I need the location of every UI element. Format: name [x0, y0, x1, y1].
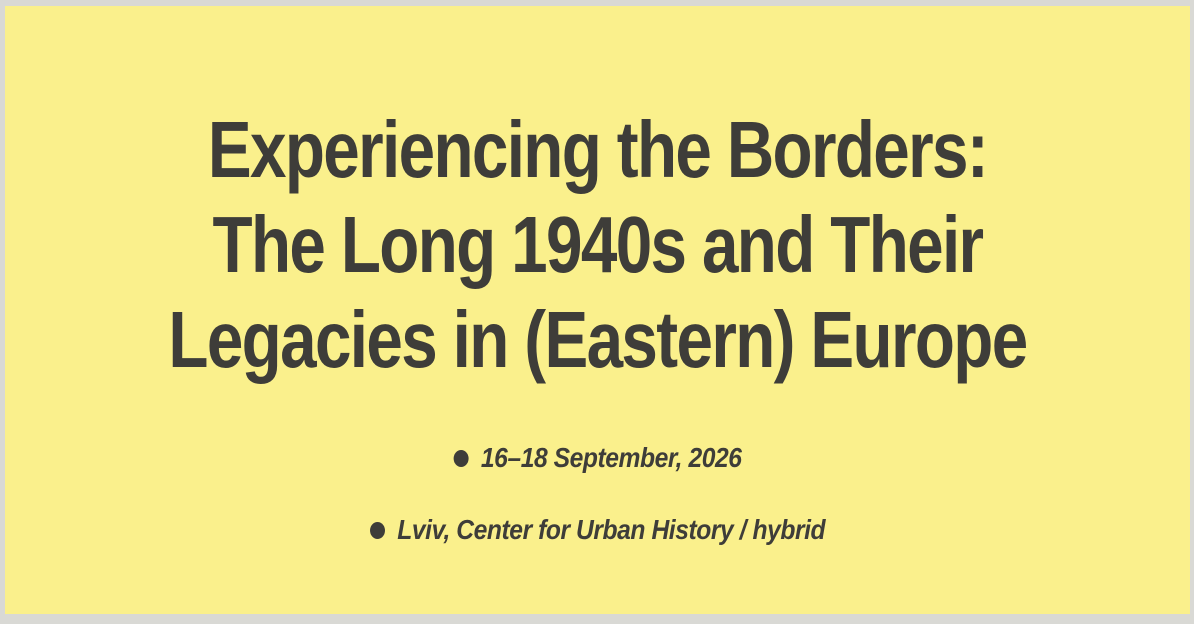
bullet-item-location [370, 513, 825, 547]
bullet-dot-icon [370, 522, 385, 539]
title-line-3: Legacies in (Eastern) Europe [168, 295, 1027, 384]
bullet-item-date [454, 441, 742, 475]
conference-title [112, 102, 1084, 387]
bullet-list [339, 441, 856, 547]
title-line-2: The Long 1940s and Their [212, 200, 983, 289]
conference-date: 16–18 September, 2026 [480, 442, 742, 473]
conference-location: Lviv, Center for Urban History / hybrid [397, 514, 826, 545]
title-line-1: Experiencing the Borders: [207, 105, 988, 194]
slide [5, 6, 1190, 614]
bullet-dot-icon [454, 450, 469, 467]
